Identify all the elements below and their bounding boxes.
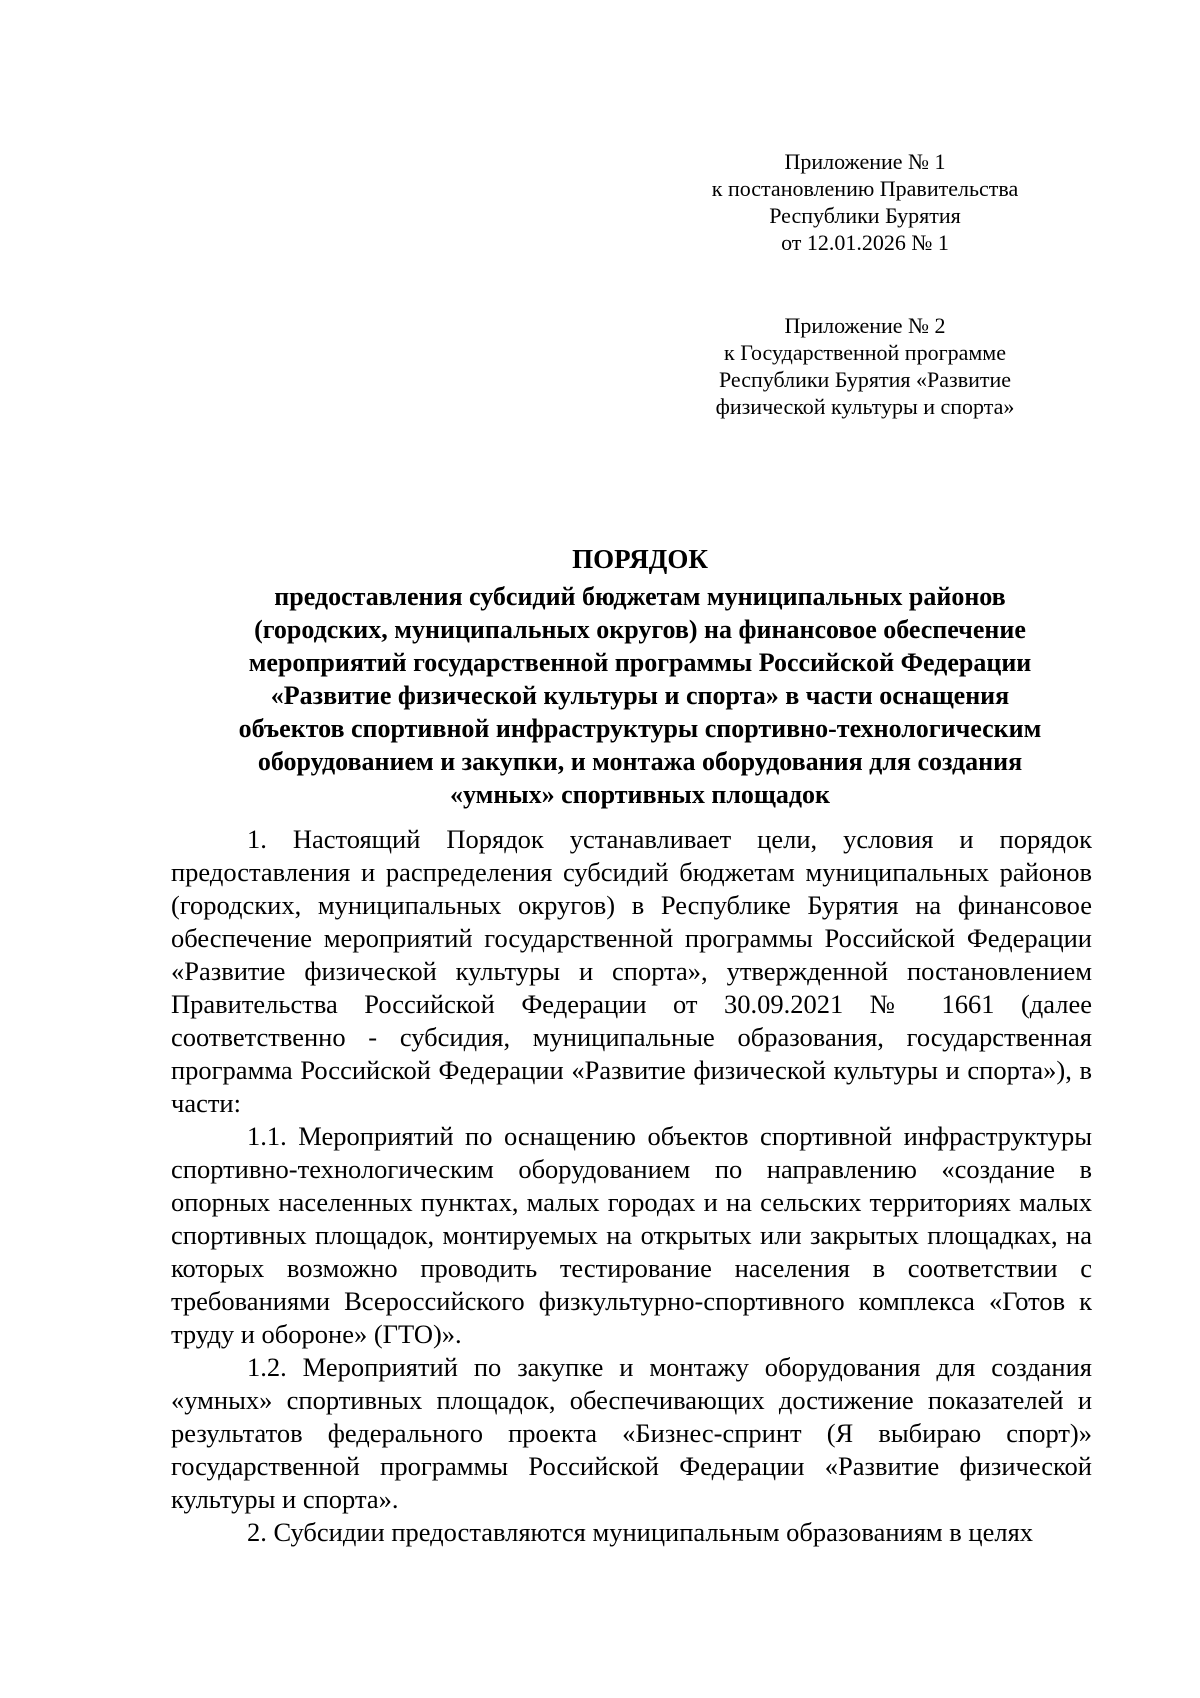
appendix-2-line: Республики Бурятия «Развитие [718, 367, 1012, 392]
document-heading: ПОРЯДОК [572, 544, 708, 574]
appendix-2-line: к Государственной программе [724, 340, 1006, 365]
appendix-2-line: Приложение № 2 [784, 313, 946, 338]
title-subtitle-line: мероприятий государственной программы Российской Федерации [248, 648, 1032, 677]
title-subtitle-line: (городских, муниципальных округов) на финансовое обеспечение [254, 615, 1026, 644]
paragraph-1: 1. Настоящий Порядок устанавливает цели, условия и порядок предоставления и распределения субсидий бюджетам муниципальных районов (городских, муниципальных округов) в Республике Бурятия на финансовое обеспечение мероприятий государственной программы Российской Федерации «Развитие физической культуры и спорта», утвержденной постановлением Правительства Российской Федерации от 30.09.2021 № 1661 (далее соответственно - субсидия, муниципальные образования, государственная программа Российской Федерации «Развитие физической культуры и спорта»), в части: [171, 824, 1092, 1118]
title-subtitle-line: объектов спортивной инфраструктуры спортивно-технологическим [238, 714, 1042, 743]
appendix-1-line: Приложение № 1 [784, 149, 946, 174]
document-body [171, 823, 1092, 1549]
appendix-2-line: физической культуры и спорта» [715, 394, 1015, 419]
title-subtitle-line: оборудованием и закупки, и монтажа оборудования для создания [257, 747, 1023, 776]
paragraph-1-1: 1.1. Мероприятий по оснащению объектов спортивной инфраструктуры спортивно-технологическим оборудованием по направлению «создание в опорных населенных пунктах, малых городах и на сельских территориях малых спортивных площадок, монтируемых на открытых или закрытых площадках, на которых возможно проводить тестирование населения в соответствии с требованиями Всероссийского физкультурно-спортивного комплекса «Готов к труду и обороне» (ГТО)». [171, 1121, 1092, 1349]
title-subtitle-line: «умных» спортивных площадок [449, 780, 830, 809]
appendix-1-line: к постановлению Правительства [711, 176, 1019, 201]
appendix-1-line: Республики Бурятия [769, 203, 961, 228]
title-subtitle-line: предоставления субсидий бюджетам муниципальных районов [274, 582, 1006, 611]
appendix-1-header [685, 148, 1045, 256]
paragraph-1-2: 1.2. Мероприятий по закупке и монтажу оборудования для создания «умных» спортивных площадок, обеспечивающих достижение показателей и результатов федерального проекта «Бизнес-спринт (Я выбираю спорт)» государственной программы Российской Федерации «Развитие физической культуры и спорта». [171, 1352, 1092, 1514]
paragraph-2: 2. Субсидии предоставляются муниципальным образованиям в целях [247, 1517, 1034, 1547]
appendix-2-header [685, 312, 1045, 420]
appendix-1-line: от 12.01.2026 № 1 [781, 230, 949, 255]
document-title-block [160, 543, 1120, 811]
title-subtitle-line: «Развитие физической культуры и спорта» в части оснащения [270, 681, 1010, 710]
